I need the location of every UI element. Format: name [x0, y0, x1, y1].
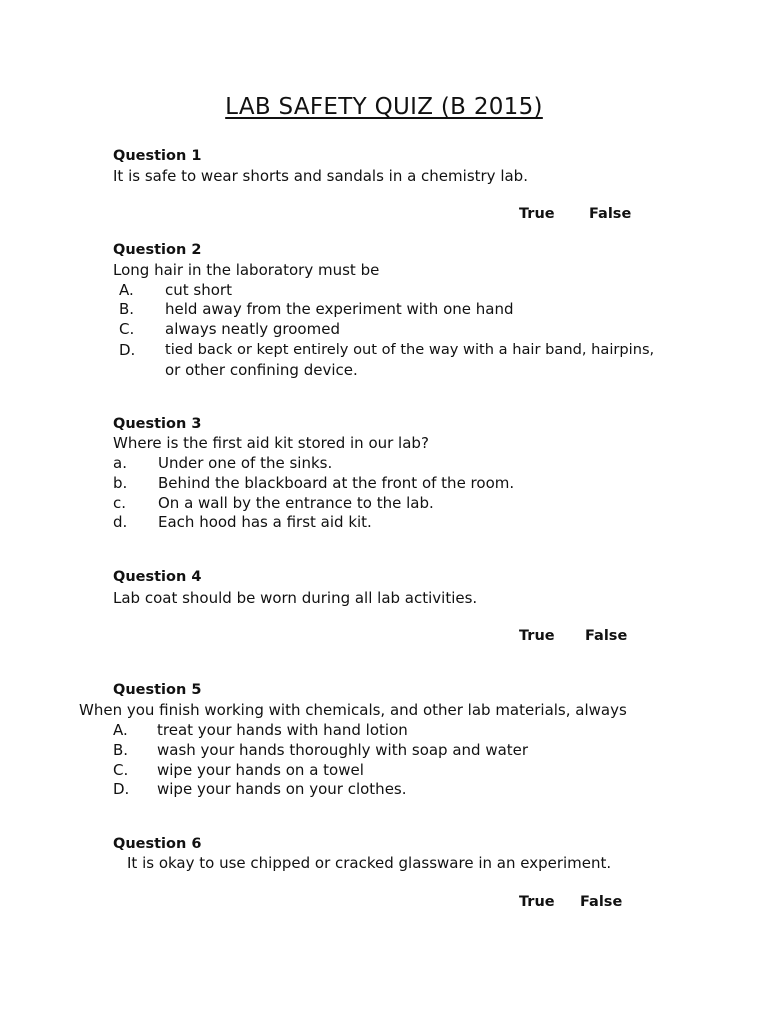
question-2-option-d-text-continued: or other confining device.	[165, 361, 358, 379]
question-2-option-c-text: always neatly groomed	[165, 320, 340, 338]
question-4-text: Lab coat should be worn during all lab activities.	[113, 589, 478, 607]
question-3-option-c-text: On a wall by the entrance to the lab.	[158, 494, 434, 512]
question-1-false-label: False	[589, 206, 632, 222]
page-title: LAB SAFETY QUIZ (B 2015)	[225, 94, 543, 120]
question-3-option-a-text: Under one of the sinks.	[158, 454, 333, 472]
question-1-text: It is safe to wear shorts and sandals in a chemistry lab.	[113, 167, 528, 185]
question-6-true-label: True	[519, 894, 555, 910]
question-3-option-c-letter: c.	[113, 494, 127, 512]
question-2-heading: Question 2	[113, 242, 202, 258]
question-6-text: It is okay to use chipped or cracked glassware in an experiment.	[127, 854, 612, 872]
question-3-option-d-text: Each hood has a first aid kit.	[158, 513, 372, 531]
question-2-option-b-letter: B.	[119, 300, 135, 318]
question-4-true-label: True	[519, 628, 555, 644]
question-3-option-b-letter: b.	[113, 474, 128, 492]
question-4-false-label: False	[585, 628, 628, 644]
question-2-option-c-letter: C.	[119, 320, 135, 338]
question-3-option-d-letter: d.	[113, 513, 128, 531]
question-2-option-d-text: tied back or kept entirely out of the way with a hair band, hairpins,	[165, 341, 655, 358]
question-5-option-a-letter: A.	[113, 721, 128, 739]
question-6-heading: Question 6	[113, 836, 202, 852]
question-5-option-b-text: wash your hands thoroughly with soap and water	[157, 741, 529, 759]
question-1-heading: Question 1	[113, 148, 202, 164]
question-2-option-b-text: held away from the experiment with one hand	[165, 300, 514, 318]
question-5-text: When you finish working with chemicals, and other lab materials, always	[79, 701, 627, 719]
question-5-option-c-letter: C.	[113, 761, 129, 779]
question-2-option-a-text: cut short	[165, 281, 232, 299]
question-3-option-a-letter: a.	[113, 454, 127, 472]
question-5-option-d-letter: D.	[113, 780, 130, 798]
question-4-heading: Question 4	[113, 569, 202, 585]
question-1-true-label: True	[519, 206, 555, 222]
question-5-option-d-text: wipe your hands on your clothes.	[157, 780, 407, 798]
question-2-option-a-letter: A.	[119, 281, 134, 299]
question-3-option-b-text: Behind the blackboard at the front of the room.	[158, 474, 515, 492]
question-2-text: Long hair in the laboratory must be	[113, 261, 380, 279]
question-6-false-label: False	[580, 894, 623, 910]
question-3-heading: Question 3	[113, 416, 202, 432]
question-5-option-a-text: treat your hands with hand lotion	[157, 721, 408, 739]
question-2-option-d-letter: D.	[119, 341, 136, 359]
question-3-text: Where is the first aid kit stored in our lab?	[113, 434, 429, 452]
question-5-heading: Question 5	[113, 682, 202, 698]
question-5-option-c-text: wipe your hands on a towel	[157, 761, 364, 779]
question-5-option-b-letter: B.	[113, 741, 129, 759]
